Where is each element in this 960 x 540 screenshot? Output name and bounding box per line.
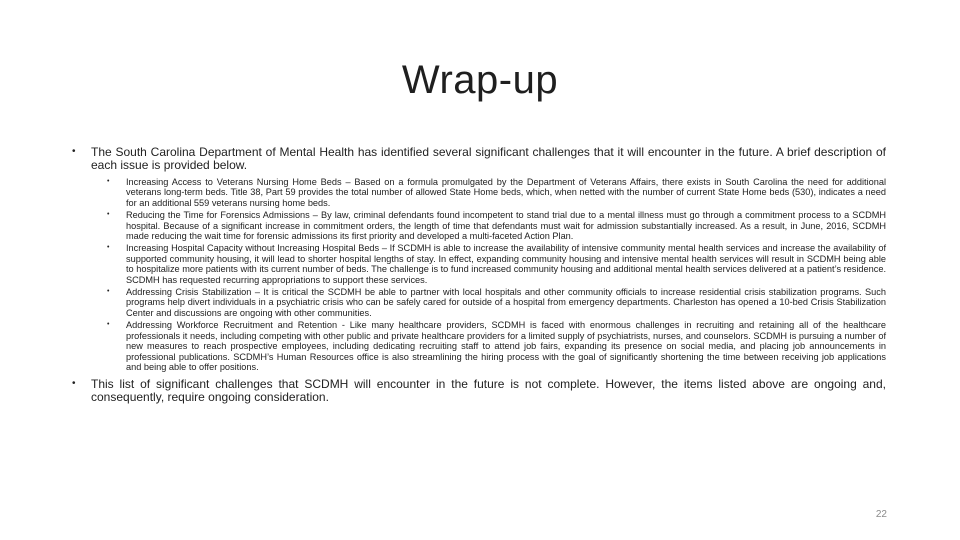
challenge-text: Reducing the Time for Forensics Admissions – By law, criminal defendants found incompetent to stand trial due to a mental illness must go through a commitment process to a SCDMH hospital. Because of a significant increase in commitment orders, the length of time that defendants must wait for admission substantially increased. As a result, in June, 2016, SCDMH made reducing the wait time for forensic admissions its first priority and developed a multi-faceted Action Plan. [126,210,886,242]
challenge-item-crisis-stabilization [107,287,886,318]
page-number: 22 [875,509,887,520]
challenge-text: Increasing Access to Veterans Nursing Home Beds – Based on a formula promulgated by the Department of Veterans Affairs, there exists in South Carolina the need for additional veterans long-term beds. Title 38, Part 59 provides the total number of allowed State Home beds, which, when netted with the number of current State Home beds (530), indicates a need for an additional 559 veterans nursing home beds. [126,177,886,208]
conclusion-text: This list of significant challenges that SCDMH will encounter in the future is not complete. However, the items listed above are ongoing and, consequently, require ongoing consideration. [91,377,886,404]
challenge-item-veterans-beds [107,177,886,208]
challenge-item-workforce [107,320,886,372]
conclusion-bullet [72,378,886,403]
challenge-item-hospital-capacity [107,243,886,285]
bullet-icon: • [107,244,110,252]
challenge-list [107,177,886,372]
slide-title: Wrap-up [401,58,559,102]
bullet-icon: • [72,378,76,390]
challenge-text: Addressing Workforce Recruitment and Retention - Like many healthcare providers, SCDMH is faced with enormous challenges in recruiting and retaining all of the healthcare professionals it needs, including competing with other public and private healthcare providers for a limited supply of psychiatrists, nurses, and counselors. SCDMH is pursuing a number of new measures to reach prospective employees, including dedicating recruiting staff to attend job fairs, expanding its presence on social media, and placing job announcements in professional publications. SCDMH’s Human Resources office is also streamlining the hiring process with the goal of significantly shortening the time between receiving job applications and being able to offer positions. [126,320,886,372]
challenge-text: Addressing Crisis Stabilization – It is critical the SCDMH be able to partner with local hospitals and other community officials to increase residential crisis stabilization programs. Such programs help divert individuals in a psychiatric crisis who can be safely cared for outside of a hospital from emergency departments. Charleston has opened a 10-bed Crisis Stabilization Center and discussions are ongoing with other communities. [126,287,886,318]
challenge-item-forensics-admissions [107,210,886,241]
intro-bullet [72,146,886,171]
bullet-icon: • [72,146,76,157]
slide-content [72,146,886,409]
bullet-icon: • [107,211,110,219]
bullet-icon: • [107,321,110,329]
bullet-icon: • [107,288,110,296]
challenge-text: Increasing Hospital Capacity without Increasing Hospital Beds – If SCDMH is able to increase the availability of intensive community mental health services and increase the availability of supported community housing, it will lead to shorter hospital lengths of stay. In effect, expanding community housing and intensive mental health services will result in SCDMH being able to hospitalize more patients with its current number of beds. The challenge is to fund increased community housing and additional mental health services delivered at a patient’s residence. SCDMH has requested recurring appropriations to support these services. [126,243,886,285]
intro-text: The South Carolina Department of Mental Health has identified several significant challenges that it will encounter in the future. A brief description of each issue is provided below. [91,145,886,172]
bullet-icon: • [107,178,110,185]
